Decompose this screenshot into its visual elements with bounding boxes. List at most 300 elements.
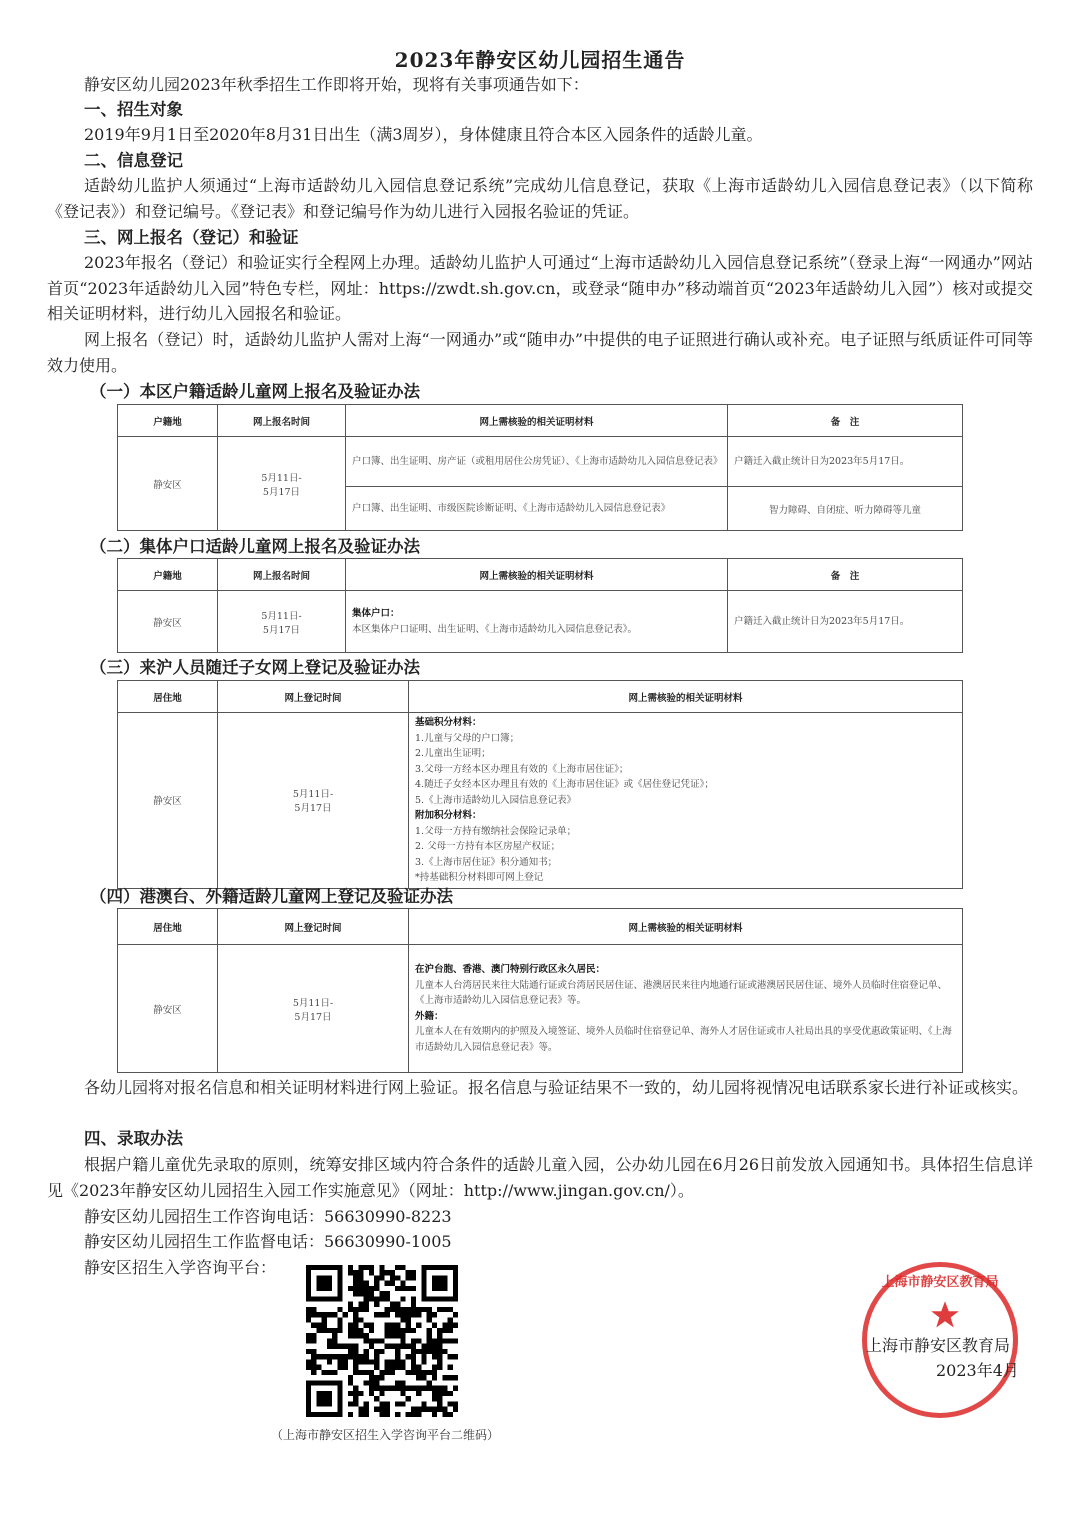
qr-module <box>400 1344 405 1349</box>
section-3-para-1: 2023年报名（登记）和验证实行全程网上办理。适龄幼儿监护人可通过“上海市适龄幼儿入园信息登记系统”（登录上海“一网通办”网站首页“2023年适龄幼儿入园”特色专栏，网址：https://zwdt.sh.gov.cn，或登录“随申办”移动端首页“2023年适龄幼儿入园”）核对或提交相关证明材料，进行幼儿入园报名和验证。 <box>47 253 1033 323</box>
qr-module <box>348 1302 353 1307</box>
qr-module <box>411 1307 416 1312</box>
qr-module <box>385 1328 390 1333</box>
qr-module <box>406 1354 411 1359</box>
qr-module <box>427 1338 432 1343</box>
qr-module <box>374 1380 379 1385</box>
qr-module <box>432 1391 437 1396</box>
qr-module <box>353 1349 358 1354</box>
time-start: 5月11日- <box>292 997 334 1009</box>
qr-module <box>353 1323 358 1328</box>
qr-module <box>379 1265 384 1270</box>
qr-module <box>358 1407 363 1412</box>
qr-module <box>385 1270 390 1275</box>
qr-module <box>337 1344 342 1349</box>
time-end: 5月17日 <box>262 624 301 636</box>
materials-cell: 户口簿、出生证明、市级医院诊断证明、《上海市适龄幼儿入园信息登记表》 <box>346 487 728 531</box>
col-header: 户籍地 <box>118 559 218 591</box>
qr-module <box>316 1275 332 1291</box>
qr-module <box>390 1365 395 1370</box>
signature-org: 上海市静安区教育局 <box>866 1336 1011 1355</box>
qr-module <box>337 1328 342 1333</box>
qr-module <box>337 1354 342 1359</box>
qr-module <box>353 1386 358 1391</box>
col-header: 户籍地 <box>118 405 218 437</box>
qr-module <box>395 1323 400 1328</box>
qr-module <box>453 1323 458 1328</box>
section-2-text: 适龄幼儿监护人须通过“上海市适龄幼儿入园信息登记系统”完成幼儿信息登记，获取《上海市适龄幼儿入园信息登记表》（以下简称《登记表》）和登记编号。《登记表》和登记编号作为幼儿进行入园报名验证的凭证。 <box>47 176 1033 221</box>
qr-module <box>427 1370 432 1375</box>
qr-module <box>390 1270 395 1275</box>
qr-module <box>353 1312 358 1317</box>
time-cell <box>218 437 346 531</box>
qr-module <box>448 1317 453 1322</box>
qr-module <box>385 1291 390 1296</box>
qr-module <box>385 1365 390 1370</box>
qr-module <box>395 1265 400 1270</box>
qr-module <box>358 1359 363 1364</box>
star-icon <box>930 1300 960 1330</box>
col-header: 居住地 <box>118 909 218 945</box>
note-cell: 户籍迁入截止统计日为2023年5月17日。 <box>728 437 963 487</box>
qr-module <box>442 1307 447 1312</box>
basic-title: 基础积分材料： <box>415 717 482 728</box>
col-header: 网上登记时间 <box>218 681 409 713</box>
qr-module <box>353 1344 358 1349</box>
qr-module <box>353 1275 358 1280</box>
qr-module <box>421 1307 426 1312</box>
qr-module <box>369 1391 374 1396</box>
qr-module <box>395 1307 400 1312</box>
qr-module <box>421 1370 426 1375</box>
qr-module <box>427 1386 432 1391</box>
qr-module <box>390 1281 395 1286</box>
qr-module <box>364 1286 369 1291</box>
qr-module <box>348 1380 353 1385</box>
qr-module <box>353 1354 358 1359</box>
qr-module <box>332 1354 337 1359</box>
qr-module <box>379 1296 384 1301</box>
qr-module <box>374 1286 379 1291</box>
col-header: 网上需核验的相关证明材料 <box>346 405 728 437</box>
qr-module <box>432 1349 437 1354</box>
qr-module <box>400 1338 405 1343</box>
materials-cell <box>346 591 728 653</box>
qr-module <box>390 1386 395 1391</box>
qr-module <box>411 1275 416 1280</box>
qr-module <box>432 1344 437 1349</box>
qr-module <box>385 1370 390 1375</box>
qr-module <box>358 1281 363 1286</box>
qr-module <box>353 1286 358 1291</box>
qr-module <box>385 1401 390 1406</box>
list-item: 3.《上海市居住证》积分通知书； <box>415 856 558 868</box>
qr-module <box>400 1307 405 1312</box>
time-start: 5月11日- <box>261 610 302 622</box>
qr-module <box>364 1302 369 1307</box>
qr-module <box>411 1296 416 1301</box>
qr-module <box>432 1323 437 1328</box>
qr-module <box>306 1349 311 1354</box>
qr-module <box>332 1338 337 1343</box>
qr-module <box>411 1386 416 1391</box>
qr-module <box>437 1401 442 1406</box>
qr-module <box>453 1312 458 1317</box>
qr-module <box>400 1265 405 1270</box>
qr-module <box>364 1296 369 1301</box>
qr-module <box>400 1281 405 1286</box>
qr-module <box>374 1281 379 1286</box>
qr-module <box>364 1370 369 1375</box>
qr-module <box>442 1375 447 1380</box>
qr-module <box>385 1281 390 1286</box>
qr-module <box>306 1317 311 1322</box>
supervise-phone: 静安区幼儿园招生工作监督电话：56630990-1005 <box>84 1232 452 1251</box>
qr-module <box>379 1291 384 1296</box>
qr-module <box>311 1370 316 1375</box>
qr-module <box>332 1370 337 1375</box>
qr-module <box>395 1380 400 1385</box>
qr-module <box>316 1323 321 1328</box>
qr-module <box>353 1291 358 1296</box>
qr-module <box>400 1391 405 1396</box>
qr-module <box>421 1354 426 1359</box>
qr-module <box>348 1391 353 1396</box>
qr-module <box>322 1323 327 1328</box>
qr-module <box>332 1333 337 1338</box>
time-end: 5月17日 <box>294 803 332 815</box>
time-cell <box>218 713 409 889</box>
qr-module <box>374 1386 379 1391</box>
qr-module <box>348 1265 353 1270</box>
qr-module <box>311 1365 316 1370</box>
qr-module <box>448 1328 453 1333</box>
qr-module <box>348 1375 353 1380</box>
qr-module <box>353 1391 358 1396</box>
qr-module <box>327 1328 332 1333</box>
qr-module <box>411 1359 416 1364</box>
col-header: 网上需核验的相关证明材料 <box>409 681 963 713</box>
time-end: 5月17日 <box>262 486 301 498</box>
section-2-heading: 二、信息登记 <box>84 151 183 170</box>
qr-module <box>437 1407 442 1412</box>
qr-module <box>379 1391 384 1396</box>
qr-module <box>411 1312 416 1317</box>
col-header: 网上报名时间 <box>218 405 346 437</box>
qr-module <box>453 1354 458 1359</box>
col-header: 网上登记时间 <box>218 909 409 945</box>
time-cell <box>218 945 409 1073</box>
qr-module <box>327 1354 332 1359</box>
qr-module <box>316 1354 321 1359</box>
qr-module <box>353 1281 358 1286</box>
qr-module <box>348 1401 353 1406</box>
note-cell: 智力障碍、自闭症、听力障碍等儿童 <box>728 487 963 531</box>
qr-module <box>448 1401 453 1406</box>
qr-module <box>358 1291 363 1296</box>
qr-module <box>364 1333 369 1338</box>
qr-module <box>358 1412 363 1417</box>
qr-module <box>369 1386 374 1391</box>
qr-module <box>358 1391 363 1396</box>
section-1-text: 2019年9月1日至2020年8月31日出生（满3周岁），身体健康且符合本区入园条件的适龄儿童。 <box>84 125 763 144</box>
qr-module <box>316 1391 332 1407</box>
qr-module <box>406 1412 411 1417</box>
qr-module <box>385 1333 390 1338</box>
qr-module <box>374 1275 379 1280</box>
qr-module <box>416 1312 421 1317</box>
qr-module <box>442 1412 447 1417</box>
qr-module <box>448 1375 453 1380</box>
qr-module <box>427 1333 432 1338</box>
qr-module <box>322 1328 327 1333</box>
qr-module <box>453 1375 458 1380</box>
qr-module <box>406 1312 411 1317</box>
qr-module <box>369 1296 374 1301</box>
qr-module <box>358 1307 363 1312</box>
qr-module <box>432 1407 437 1412</box>
qr-module <box>337 1317 342 1322</box>
qr-module <box>353 1359 358 1364</box>
qr-module <box>411 1344 416 1349</box>
qr-module <box>385 1412 390 1417</box>
qr-module <box>406 1275 411 1280</box>
hmt-title: 在沪台胞、香港、澳门特别行政区永久居民： <box>415 964 606 975</box>
qr-module <box>311 1354 316 1359</box>
qr-module <box>395 1401 400 1406</box>
qr-module <box>358 1270 363 1275</box>
qr-module <box>311 1323 316 1328</box>
qr-module <box>442 1407 447 1412</box>
qr-module <box>453 1386 458 1391</box>
time-start: 5月11日- <box>292 789 334 801</box>
qr-module <box>432 1412 437 1417</box>
qr-module <box>432 1338 437 1343</box>
qr-module <box>416 1407 421 1412</box>
signature-date: 2023年4月 <box>936 1361 1019 1380</box>
qr-module <box>327 1312 332 1317</box>
qr-module <box>337 1365 342 1370</box>
qr-module <box>306 1365 311 1370</box>
extra-title: 附加积分材料： <box>415 810 482 821</box>
qr-module <box>316 1328 321 1333</box>
qr-module <box>374 1312 379 1317</box>
qr-module <box>348 1307 353 1312</box>
qr-module <box>390 1307 395 1312</box>
qr-module <box>400 1359 405 1364</box>
consult-platform: 静安区招生入学咨询平台： <box>84 1258 277 1277</box>
qr-module <box>406 1328 411 1333</box>
qr-module <box>364 1401 369 1406</box>
qr-module <box>322 1370 327 1375</box>
qr-module <box>427 1312 432 1317</box>
qr-module <box>369 1375 374 1380</box>
qr-module <box>358 1333 363 1338</box>
qr-module <box>442 1349 447 1354</box>
qr-module <box>427 1380 432 1385</box>
qr-module <box>442 1323 447 1328</box>
verify-text: 各幼儿园将对报名信息和相关证明材料进行网上验证。报名信息与验证结果不一致的，幼儿园将视情况电话联系家长进行补证或核实。 <box>84 1078 1029 1097</box>
qr-module <box>332 1328 337 1333</box>
qr-module <box>437 1365 442 1370</box>
qr-module <box>390 1275 395 1280</box>
qr-module <box>411 1407 416 1412</box>
qr-module <box>353 1401 358 1406</box>
district-cell: 静安区 <box>118 437 218 531</box>
qr-module <box>416 1365 421 1370</box>
qr-module <box>369 1344 374 1349</box>
qr-module <box>411 1338 416 1343</box>
qr-module <box>379 1275 384 1280</box>
qr-module <box>406 1396 411 1401</box>
qr-module <box>400 1386 405 1391</box>
qr-module <box>400 1328 405 1333</box>
qr-module <box>395 1328 400 1333</box>
qr-module <box>348 1349 353 1354</box>
qr-module <box>400 1365 405 1370</box>
qr-module <box>395 1412 400 1417</box>
qr-module <box>453 1407 458 1412</box>
qr-module <box>411 1328 416 1333</box>
qr-module <box>395 1386 400 1391</box>
table-row <box>118 945 963 1073</box>
qr-module <box>379 1349 384 1354</box>
qr-module <box>432 1370 437 1375</box>
qr-module <box>358 1275 363 1280</box>
qr-module <box>448 1412 453 1417</box>
qr-module <box>374 1302 379 1307</box>
time-cell <box>218 591 346 653</box>
time-start: 5月11日- <box>261 472 302 484</box>
qr-module <box>448 1354 453 1359</box>
qr-module <box>379 1312 384 1317</box>
qr-module <box>442 1328 447 1333</box>
qr-module <box>337 1323 342 1328</box>
qr-module <box>448 1391 453 1396</box>
qr-module <box>369 1370 374 1375</box>
qr-module <box>374 1349 379 1354</box>
qr-module <box>411 1354 416 1359</box>
qr-module <box>427 1317 432 1322</box>
table-2-heading: （二）集体户口适龄儿童网上报名及验证办法 <box>90 537 420 556</box>
qr-module <box>364 1349 369 1354</box>
note-cell: 户籍迁入截止统计日为2023年5月17日。 <box>728 591 963 653</box>
qr-module <box>343 1359 348 1364</box>
qr-module <box>374 1354 379 1359</box>
qr-module <box>390 1344 395 1349</box>
qr-module <box>437 1359 442 1364</box>
qr-module <box>306 1359 311 1364</box>
qr-module <box>390 1359 395 1364</box>
col-header: 网上报名时间 <box>218 559 346 591</box>
list-item: 2.儿童出生证明； <box>415 748 491 759</box>
qr-module <box>385 1312 390 1317</box>
qr-module <box>411 1270 416 1275</box>
qr-module <box>343 1344 348 1349</box>
qr-module <box>348 1328 353 1333</box>
qr-module <box>411 1286 416 1291</box>
qr-module <box>427 1328 432 1333</box>
section-4-text: 根据户籍儿童优先录取的原则，统筹安排区域内符合条件的适龄儿童入园，公办幼儿园在6月26日前发放入园通知书。具体招生信息详见《2023年静安区幼儿园招生入园工作实施意见》（网址：http://www.jingan.gov.cn/）。 <box>47 1155 1033 1200</box>
list-item: 2. 父母一方持有本区房屋产权证； <box>415 841 561 852</box>
page-title: 2023年静安区幼儿园招生通告 <box>394 48 686 72</box>
qr-module <box>374 1359 379 1364</box>
qr-module <box>442 1338 447 1343</box>
qr-module <box>406 1370 411 1375</box>
stamp-text: 上海市静安区教育局 <box>881 1275 999 1290</box>
qr-module <box>369 1338 374 1343</box>
qr-module <box>385 1359 390 1364</box>
materials-cell: 户口簿、出生证明、房产证（或租用居住公房凭证）、《上海市适龄幼儿入园信息登记表》 <box>346 437 728 487</box>
qr-module <box>416 1338 421 1343</box>
qr-module <box>353 1317 358 1322</box>
qr-module <box>400 1380 405 1385</box>
qr-module <box>411 1370 416 1375</box>
qr-module <box>306 1338 311 1343</box>
qr-module <box>369 1323 374 1328</box>
table-collective-hukou <box>117 558 963 653</box>
qr-module <box>400 1296 405 1301</box>
qr-module <box>427 1349 432 1354</box>
qr-module <box>374 1396 379 1401</box>
qr-module <box>379 1370 384 1375</box>
qr-module <box>395 1302 400 1307</box>
qr-module <box>369 1265 374 1270</box>
qr-module <box>406 1270 411 1275</box>
materials-text: 本区集体户口证明、出生证明、《上海市适龄幼儿入园信息登记表》。 <box>352 623 638 635</box>
qr-module <box>311 1338 316 1343</box>
qr-module <box>448 1307 453 1312</box>
qr-module <box>385 1407 390 1412</box>
consult-phone: 静安区幼儿园招生工作咨询电话：56630990-8223 <box>84 1207 452 1226</box>
qr-module <box>416 1307 421 1312</box>
qr-module <box>364 1265 369 1270</box>
qr-module <box>364 1380 369 1385</box>
qr-module <box>432 1312 437 1317</box>
qr-module <box>411 1349 416 1354</box>
qr-module <box>390 1302 395 1307</box>
qr-module <box>327 1370 332 1375</box>
qr-module <box>358 1286 363 1291</box>
qr-module <box>358 1302 363 1307</box>
qr-module <box>421 1375 426 1380</box>
qr-module <box>395 1359 400 1364</box>
qr-module <box>395 1333 400 1338</box>
qr-module <box>421 1359 426 1364</box>
qr-caption: （上海市静安区招生入学咨询平台二维码） <box>270 1428 499 1442</box>
qr-module <box>379 1270 384 1275</box>
qr-module <box>353 1307 358 1312</box>
qr-module <box>379 1375 384 1380</box>
qr-module <box>343 1312 348 1317</box>
qr-module <box>400 1401 405 1406</box>
qr-module <box>364 1323 369 1328</box>
qr-module <box>432 1396 437 1401</box>
qr-module <box>416 1370 421 1375</box>
qr-module <box>395 1365 400 1370</box>
qr-module <box>374 1338 379 1343</box>
qr-module <box>411 1302 416 1307</box>
qr-module <box>437 1328 442 1333</box>
qr-module <box>442 1386 447 1391</box>
qr-module <box>358 1328 363 1333</box>
list-item: 3.父母一方经本区办理且有效的《上海市居住证》； <box>415 763 629 775</box>
qr-module <box>448 1323 453 1328</box>
qr-module <box>421 1407 426 1412</box>
district-cell: 静安区 <box>118 713 218 889</box>
qr-module <box>311 1333 316 1338</box>
qr-module <box>358 1354 363 1359</box>
